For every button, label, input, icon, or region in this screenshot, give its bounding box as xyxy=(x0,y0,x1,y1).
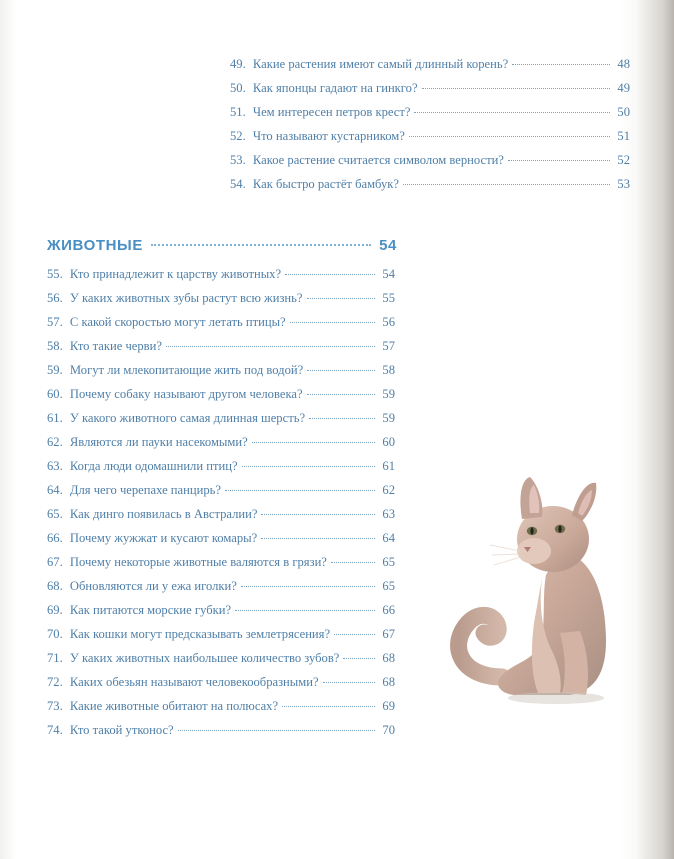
toc-entry-page: 68 xyxy=(382,674,395,689)
toc-entry-head xyxy=(47,316,286,329)
toc-entry-number: 63. xyxy=(47,458,63,473)
toc-entry-page: 66 xyxy=(382,602,395,617)
toc-entry[interactable] xyxy=(47,436,395,449)
toc-leader-dots xyxy=(307,394,375,395)
toc-entry-text: Кто такой утконос? xyxy=(69,722,174,737)
toc-entry-page: 49 xyxy=(617,81,630,96)
toc-entry-number: 61. xyxy=(47,410,63,425)
toc-entry-head xyxy=(47,340,162,353)
toc-entry-head xyxy=(230,130,405,143)
toc-entry[interactable] xyxy=(47,628,395,641)
toc-entry-text: Какие растения имеют самый длинный корень? xyxy=(252,57,509,71)
toc-entry-head xyxy=(47,484,221,497)
toc-leader-dots xyxy=(414,112,610,113)
toc-entry-text: Почему некоторые животные валяются в грязи? xyxy=(69,554,327,569)
toc-entry-head xyxy=(47,556,327,569)
toc-entry-text: У какого животного самая длинная шерсть? xyxy=(69,410,306,425)
toc-entry-page: 54 xyxy=(382,267,395,281)
toc-entry-page: 67 xyxy=(382,626,395,641)
toc-entry-head xyxy=(47,268,281,281)
toc-entry-text: Как питаются морские губки? xyxy=(69,602,232,617)
toc-leader-dots xyxy=(261,538,375,539)
toc-leader-dots xyxy=(225,490,375,491)
toc-leader-dots xyxy=(512,64,610,65)
toc-entry-head xyxy=(47,412,305,425)
toc-leader-dots xyxy=(307,298,375,299)
toc-entry-number: 53. xyxy=(230,153,246,168)
toc-leader-dots xyxy=(307,370,375,371)
section-header-animals xyxy=(47,237,397,254)
toc-leader-dots xyxy=(285,274,375,275)
toc-entry[interactable] xyxy=(47,292,395,305)
sitting-cat-photo xyxy=(410,455,660,755)
toc-entry-number: 50. xyxy=(230,81,246,96)
toc-entry-number: 59. xyxy=(47,362,63,377)
toc-entry-head xyxy=(47,676,319,689)
toc-entry-head xyxy=(47,724,174,737)
toc-leader-dots xyxy=(508,160,610,161)
toc-entry-text: Обновляются ли у ежа иголки? xyxy=(69,578,237,593)
toc-leader-dots xyxy=(241,586,375,587)
toc-entry[interactable] xyxy=(47,700,395,713)
toc-leader-dots xyxy=(178,730,375,731)
toc-entry-page: 68 xyxy=(382,650,395,665)
toc-leader-dots xyxy=(331,562,375,563)
toc-entry-text: Кто принадлежит к царству животных? xyxy=(69,267,282,281)
toc-entry-text: Когда люди одомашнили птиц? xyxy=(69,458,238,473)
toc-entry-head xyxy=(230,82,418,95)
toc-leader-dots xyxy=(252,442,375,443)
toc-entry-page: 64 xyxy=(382,530,395,545)
toc-entry-text: Являются ли пауки насекомыми? xyxy=(69,434,248,449)
toc-top-group xyxy=(230,58,630,203)
toc-entry[interactable] xyxy=(47,268,395,281)
toc-entry-page: 63 xyxy=(382,506,395,521)
toc-leader-dots xyxy=(343,658,375,659)
toc-entry-number: 73. xyxy=(47,698,63,713)
toc-leader-dots xyxy=(261,514,375,515)
toc-entry-number: 49. xyxy=(230,57,246,71)
toc-entry-text: Как быстро растёт бамбук? xyxy=(252,177,399,192)
toc-leader-dots xyxy=(409,136,610,137)
toc-leader-dots xyxy=(282,706,375,707)
toc-leader-dots xyxy=(403,184,610,185)
toc-entry[interactable] xyxy=(47,316,395,329)
toc-entry-text: Как кошки могут предсказывать землетрясения? xyxy=(69,626,331,641)
toc-entry-number: 60. xyxy=(47,386,63,401)
toc-entry-number: 71. xyxy=(47,650,63,665)
toc-entry[interactable] xyxy=(47,580,395,593)
toc-entry-number: 68. xyxy=(47,578,63,593)
toc-entry-page: 56 xyxy=(382,314,395,329)
toc-entry-text: Могут ли млекопитающие жить под водой? xyxy=(69,362,304,377)
toc-leader-dots xyxy=(166,346,375,347)
section-page-number: 54 xyxy=(379,237,397,254)
toc-entry-text: Какое растение считается символом верности? xyxy=(252,153,504,168)
toc-entry-page: 55 xyxy=(382,290,395,305)
toc-entry-number: 69. xyxy=(47,602,63,617)
toc-entry-head xyxy=(47,364,303,377)
toc-entry[interactable] xyxy=(47,652,395,665)
toc-entry-text: У каких животных зубы растут всю жизнь? xyxy=(69,290,303,305)
toc-entry-number: 51. xyxy=(230,105,246,120)
toc-entry-number: 56. xyxy=(47,290,63,305)
toc-entry-number: 64. xyxy=(47,482,63,497)
toc-entry-number: 65. xyxy=(47,506,63,521)
toc-entry[interactable] xyxy=(47,604,395,617)
toc-entry-head xyxy=(47,508,257,521)
toc-entry[interactable] xyxy=(47,460,395,473)
toc-entry[interactable] xyxy=(230,130,630,143)
toc-entry-text: С какой скоростью могут летать птицы? xyxy=(69,314,286,329)
toc-entry-head xyxy=(230,58,508,71)
toc-entry-number: 70. xyxy=(47,626,63,641)
section-leader-dots xyxy=(151,244,371,246)
toc-entry[interactable] xyxy=(47,484,395,497)
toc-main-group xyxy=(47,268,395,748)
toc-entry[interactable] xyxy=(47,364,395,377)
toc-entry[interactable] xyxy=(47,676,395,689)
toc-entry[interactable] xyxy=(230,154,630,167)
section-title: ЖИВОТНЫЕ xyxy=(47,237,143,254)
toc-leader-dots xyxy=(235,610,375,611)
toc-entry-page: 53 xyxy=(617,177,630,192)
toc-entry-head xyxy=(47,580,237,593)
toc-entry[interactable] xyxy=(47,556,395,569)
toc-entry-number: 52. xyxy=(230,129,246,144)
toc-entry-text: Почему собаку называют другом человека? xyxy=(69,386,303,401)
toc-entry-page: 69 xyxy=(382,698,395,713)
toc-entry-text: Как японцы гадают на гинкго? xyxy=(252,81,418,96)
toc-entry-page: 59 xyxy=(382,410,395,425)
toc-leader-dots xyxy=(242,466,375,467)
toc-leader-dots xyxy=(334,634,375,635)
toc-entry-number: 54. xyxy=(230,177,246,192)
toc-leader-dots xyxy=(422,88,610,89)
toc-entry-page: 50 xyxy=(617,105,630,120)
toc-entry[interactable] xyxy=(47,412,395,425)
toc-entry-page: 48 xyxy=(617,57,630,71)
toc-entry[interactable] xyxy=(230,82,630,95)
toc-entry-page: 65 xyxy=(382,554,395,569)
toc-entry-text: Как динго появилась в Австралии? xyxy=(69,506,258,521)
toc-entry[interactable] xyxy=(47,340,395,353)
toc-entry-text: Каких обезьян называют человекообразными? xyxy=(69,674,319,689)
toc-entry-head xyxy=(47,532,257,545)
toc-leader-dots xyxy=(323,682,375,683)
toc-entry-page: 62 xyxy=(382,482,395,497)
toc-entry-head xyxy=(47,604,231,617)
toc-entry-text: Почему жужжат и кусают комары? xyxy=(69,530,258,545)
toc-entry-head xyxy=(47,388,303,401)
toc-entry-number: 62. xyxy=(47,434,63,449)
toc-entry-page: 65 xyxy=(382,578,395,593)
toc-entry-number: 57. xyxy=(47,314,63,329)
toc-entry-head xyxy=(47,652,339,665)
toc-leader-dots xyxy=(290,322,375,323)
toc-entry-head xyxy=(230,154,504,167)
toc-entry-text: Для чего черепахе панцирь? xyxy=(69,482,221,497)
toc-entry-head xyxy=(230,178,399,191)
toc-entry-head xyxy=(47,628,330,641)
toc-entry-page: 59 xyxy=(382,386,395,401)
cat-illustration xyxy=(410,455,660,755)
toc-entry-number: 55. xyxy=(47,267,63,281)
toc-entry[interactable] xyxy=(230,58,630,71)
toc-entry-number: 74. xyxy=(47,722,63,737)
toc-entry-head xyxy=(47,292,303,305)
toc-entry-text: Что называют кустарником? xyxy=(252,129,405,144)
toc-entry-text: Кто такие черви? xyxy=(69,338,162,353)
toc-entry-number: 72. xyxy=(47,674,63,689)
toc-entry[interactable] xyxy=(47,532,395,545)
toc-entry-head xyxy=(47,460,238,473)
toc-entry-text: Какие животные обитают на полюсах? xyxy=(69,698,279,713)
toc-entry-page: 70 xyxy=(382,722,395,737)
toc-entry-page: 51 xyxy=(617,129,630,144)
toc-entry[interactable] xyxy=(230,178,630,191)
toc-entry[interactable] xyxy=(230,106,630,119)
toc-entry-text: Чем интересен петров крест? xyxy=(252,105,411,120)
toc-entry[interactable] xyxy=(47,724,395,737)
toc-entry[interactable] xyxy=(47,388,395,401)
toc-entry-head xyxy=(230,106,410,119)
toc-entry-number: 67. xyxy=(47,554,63,569)
toc-entry[interactable] xyxy=(47,508,395,521)
toc-entry-head xyxy=(47,700,278,713)
toc-entry-page: 52 xyxy=(617,153,630,168)
toc-entry-number: 58. xyxy=(47,338,63,353)
toc-entry-page: 61 xyxy=(382,458,395,473)
toc-entry-text: У каких животных наибольшее количество зубов? xyxy=(69,650,340,665)
toc-entry-number: 66. xyxy=(47,530,63,545)
toc-leader-dots xyxy=(309,418,375,419)
toc-entry-page: 57 xyxy=(382,338,395,353)
toc-entry-page: 58 xyxy=(382,362,395,377)
toc-entry-page: 60 xyxy=(382,434,395,449)
toc-entry-head xyxy=(47,436,248,449)
